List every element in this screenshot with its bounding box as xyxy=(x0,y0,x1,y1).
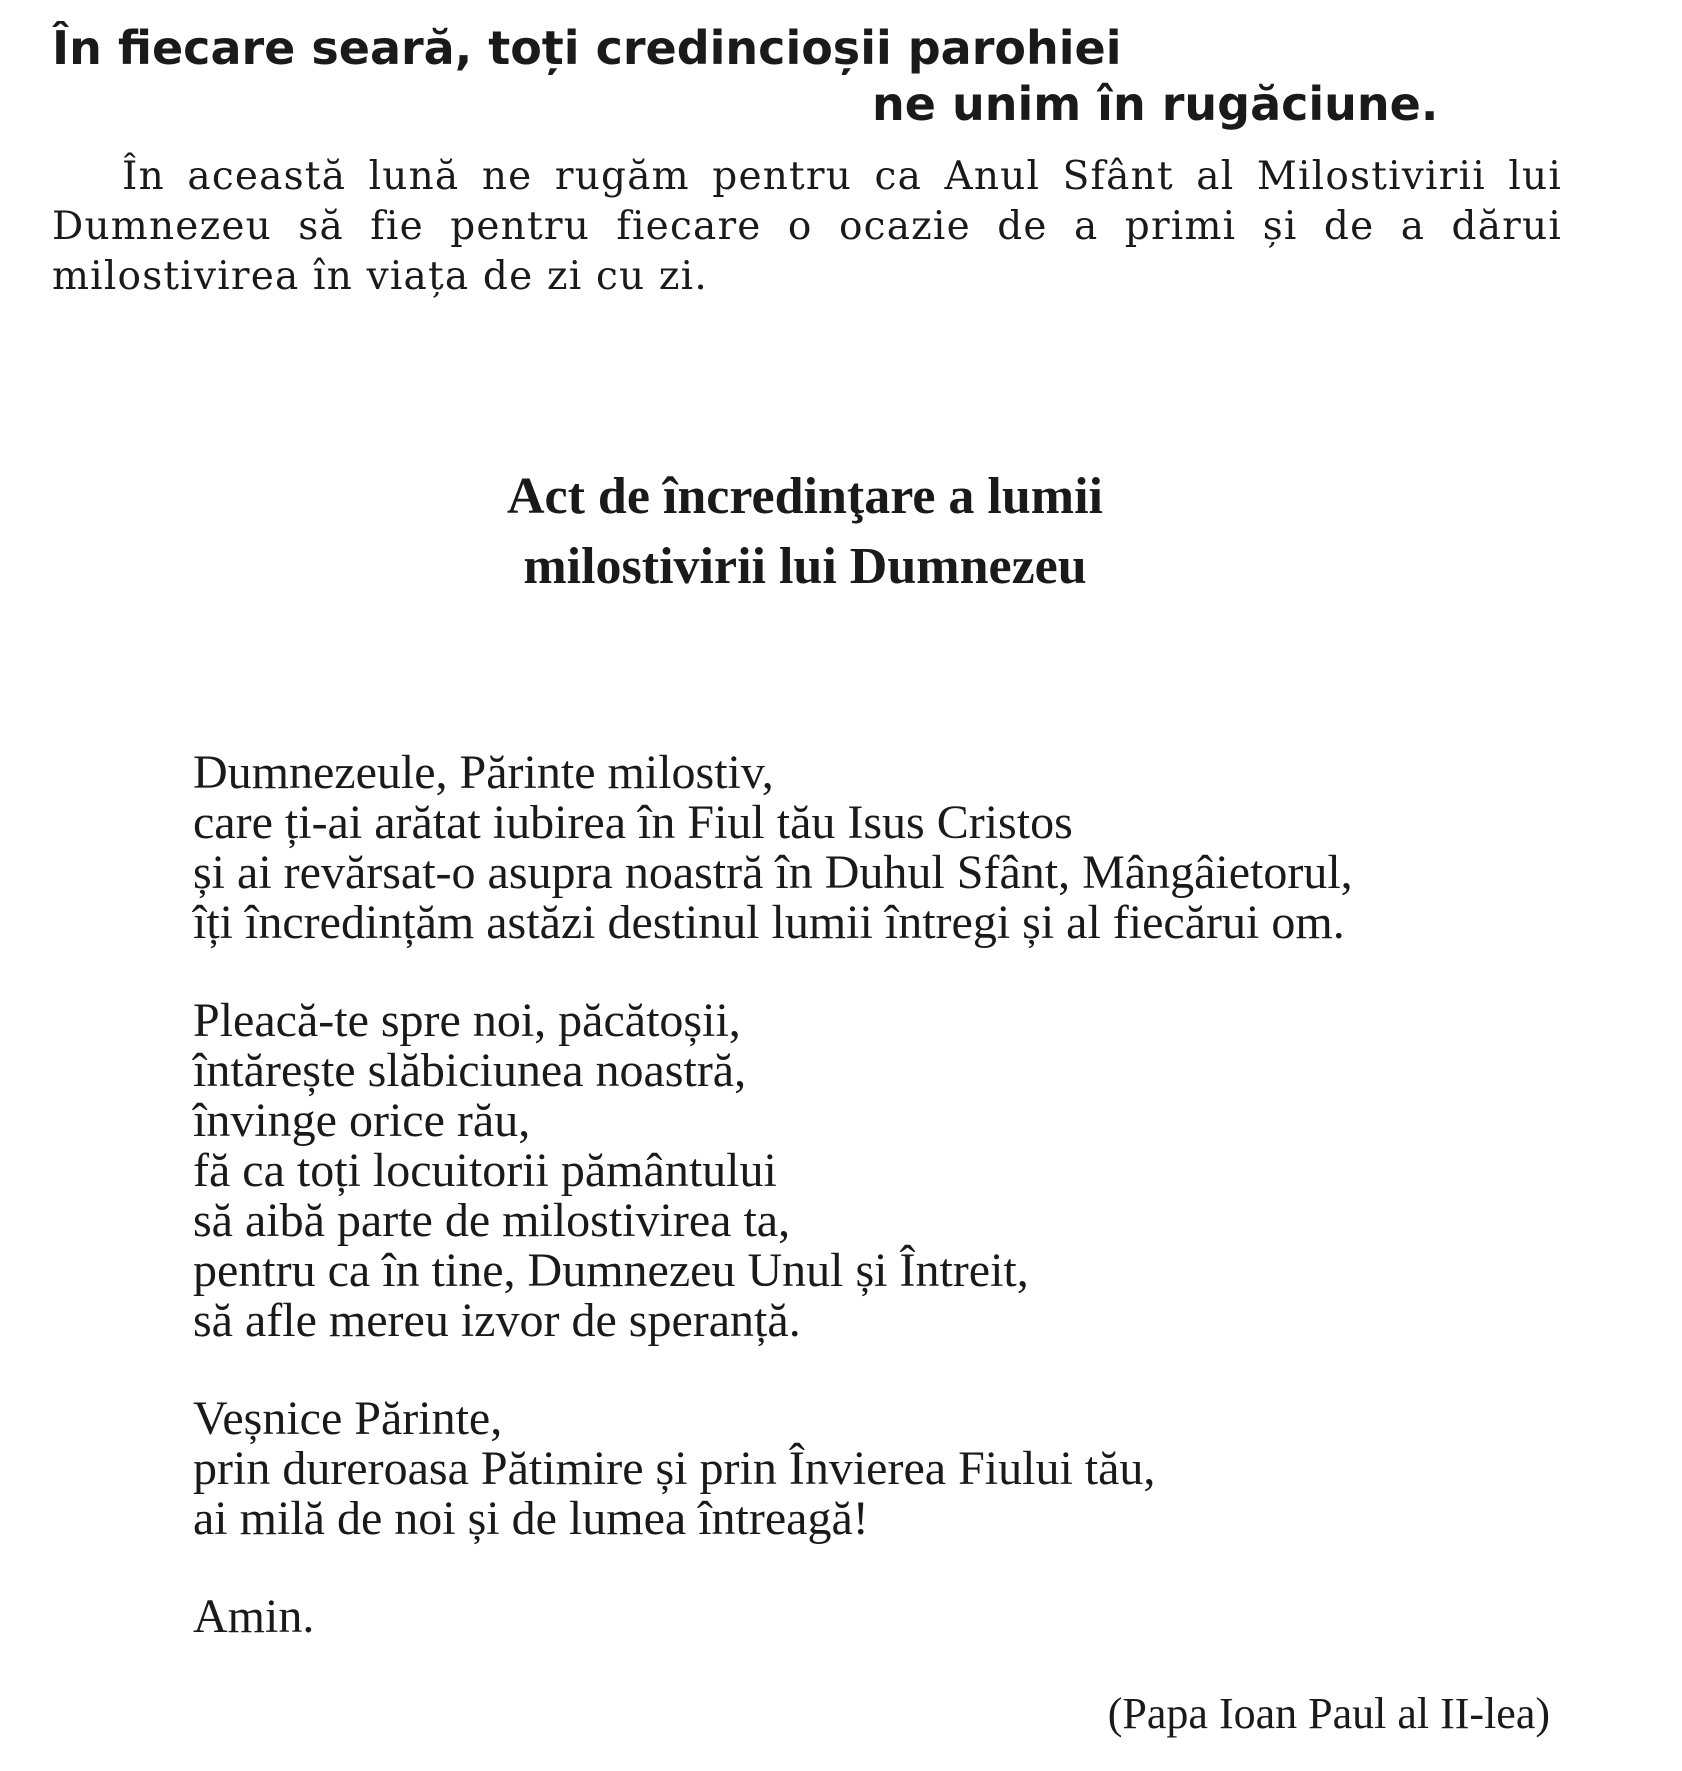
prayer-line: prin dureroasa Pătimire și prin Învierea Fiului tău, xyxy=(193,1442,1156,1495)
act-title xyxy=(0,462,1610,602)
prayer-line: întărește slăbiciunea noastră, xyxy=(193,1044,747,1097)
prayer-line: Dumnezeule, Părinte milostiv, xyxy=(193,746,774,799)
prayer-line: fă ca toți locuitorii pământului xyxy=(193,1144,777,1197)
prayer-line: Veșnice Părinte, xyxy=(193,1392,503,1445)
prayer-line: îți încredințăm astăzi destinul lumii întregi și al fiecărui om. xyxy=(193,896,1345,949)
prayer-line: să afle mereu izvor de speranță. xyxy=(193,1294,801,1347)
act-title-line-1: Act de încredinţare a lumii xyxy=(506,468,1104,525)
prayer-text xyxy=(193,748,1593,1690)
prayer-line: și ai revărsat-o asupra noastră în Duhul Sfânt, Mângâietorul, xyxy=(193,846,1353,899)
prayer-line: învinge orice rău, xyxy=(193,1094,531,1147)
prayer-stanza-1 xyxy=(193,748,1593,948)
intro-paragraph: În această lună ne rugăm pentru ca Anul Sfânt al Milostivirii lui Dumnezeu să fie pentru fiecare o ocazie de a primi și de a dărui milostivirea în viața de zi cu zi. xyxy=(52,154,1562,299)
act-title-line-2: milostivirii lui Dumnezeu xyxy=(523,538,1087,595)
prayer-line: Pleacă-te spre noi, păcătoșii, xyxy=(193,994,741,1047)
prayer-line: ai milă de noi și de lumea întreagă! xyxy=(193,1492,869,1545)
prayer-stanza-3 xyxy=(193,1394,1593,1544)
page-heading xyxy=(52,20,1502,132)
prayer-line: care ți-ai arătat iubirea în Fiul tău Isus Cristos xyxy=(193,796,1073,849)
prayer-amen xyxy=(193,1592,1593,1642)
prayer-line: să aibă parte de milostivirea ta, xyxy=(193,1194,791,1247)
attribution: (Papa Ioan Paul al II-lea) xyxy=(1107,1689,1550,1738)
prayer-line: pentru ca în tine, Dumnezeu Unul și Întreit, xyxy=(193,1244,1029,1297)
prayer-stanza-2 xyxy=(193,996,1593,1346)
heading-line-2: ne unim în rugăciune. xyxy=(872,77,1439,131)
amen-line: Amin. xyxy=(193,1590,315,1643)
heading-line-1: În fiecare seară, toți credincioșii parohiei xyxy=(52,21,1122,75)
